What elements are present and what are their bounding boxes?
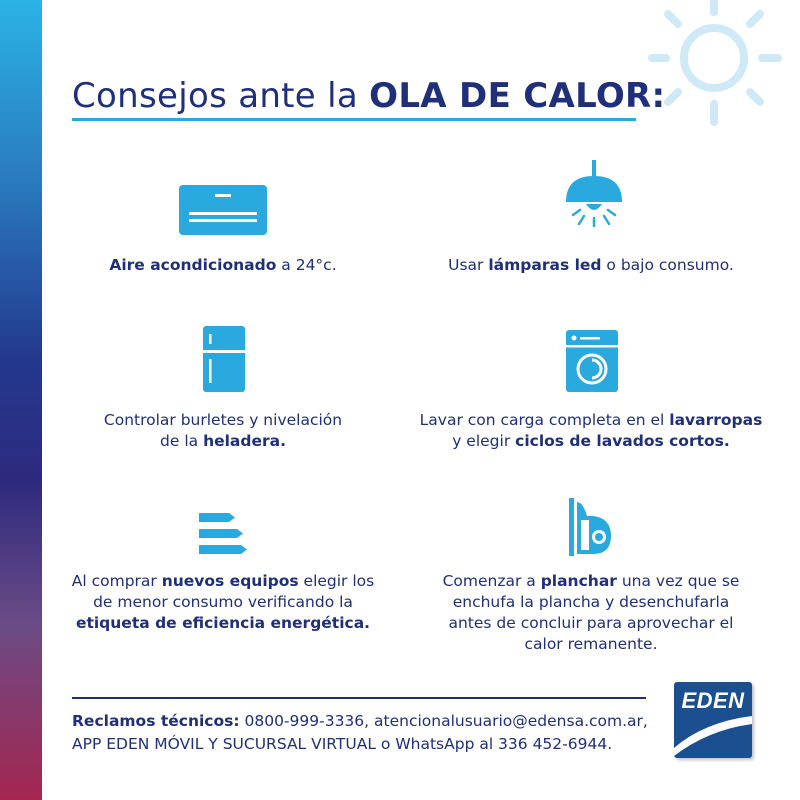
footer-contact-phone-email: 0800-999-3336, atencionalusuario@edensa.com.ar, <box>239 712 648 730</box>
footer-label: Reclamos técnicos: <box>72 712 240 730</box>
tip-text-bold: etiqueta de eficiencia energética. <box>75 614 371 632</box>
tip-text-bold: heladera. <box>203 432 286 450</box>
tip-text: o bajo consumo. <box>601 256 734 274</box>
tip-text: una vez que se <box>616 572 740 590</box>
air-conditioner-icon <box>179 185 267 235</box>
tip-text: enchufa la plancha y desenchufarla <box>452 593 730 611</box>
tip-line <box>43 431 403 452</box>
tip-text-bold: planchar <box>540 572 617 590</box>
title-bold: OLA DE CALOR: <box>369 76 666 116</box>
tip-line <box>411 431 771 452</box>
tip-washing-machine <box>411 410 771 452</box>
tip-line <box>411 592 771 613</box>
footer-divider <box>72 697 646 699</box>
eden-logo <box>674 682 752 758</box>
refrigerator-icon <box>203 326 245 392</box>
tip-text: antes de concluir para aprovechar el <box>448 614 734 632</box>
page-title <box>72 76 665 116</box>
tip-air-conditioner <box>43 255 403 276</box>
tip-text-bold: lámparas led <box>488 256 602 274</box>
tip-line <box>411 613 771 634</box>
tip-line <box>411 255 771 276</box>
footer-line-2: APP EDEN MÓVIL Y SUCURSAL VIRTUAL o WhatsApp al 336 452-6944. <box>72 735 613 753</box>
tip-text-bold: lavarropas <box>669 411 763 429</box>
title-underline <box>72 118 636 121</box>
side-gradient-bar <box>0 0 42 800</box>
tip-text: Usar <box>448 256 489 274</box>
tip-line <box>43 592 403 613</box>
tip-text: de la <box>160 432 204 450</box>
tip-text: Comenzar a <box>442 572 541 590</box>
tip-line <box>43 255 403 276</box>
washing-machine-icon <box>566 330 618 392</box>
footer-contact <box>72 710 648 756</box>
tip-line <box>411 410 771 431</box>
tip-lamps <box>411 255 771 276</box>
tip-new-appliances <box>43 571 403 634</box>
energy-label-icon <box>199 513 247 555</box>
tip-text: Al comprar <box>71 572 162 590</box>
tip-text-bold: ciclos de lavados cortos. <box>515 432 730 450</box>
title-normal: Consejos ante la <box>72 76 370 116</box>
tip-text: Controlar burletes y nivelación <box>103 411 343 429</box>
tip-refrigerator <box>43 410 403 452</box>
tip-line <box>43 571 403 592</box>
tip-text: calor remanente. <box>524 635 658 653</box>
lamp-icon <box>560 160 628 230</box>
tip-line <box>411 571 771 592</box>
tip-iron <box>411 571 771 655</box>
tip-text: Lavar con carga completa en el <box>419 411 670 429</box>
tip-text-bold: nuevos equipos <box>161 572 299 590</box>
footer-line-1 <box>72 710 648 733</box>
tip-text: a 24°c. <box>276 256 337 274</box>
tip-line <box>43 613 403 634</box>
tip-text: y elegir <box>452 432 516 450</box>
tip-text-bold: Aire acondicionado <box>109 256 277 274</box>
iron-icon <box>569 498 613 556</box>
logo-text: EDEN <box>681 688 745 713</box>
tip-text: elegir los <box>298 572 375 590</box>
tip-text: de menor consumo verificando la <box>93 593 353 611</box>
tip-line <box>411 634 771 655</box>
tip-line <box>43 410 403 431</box>
